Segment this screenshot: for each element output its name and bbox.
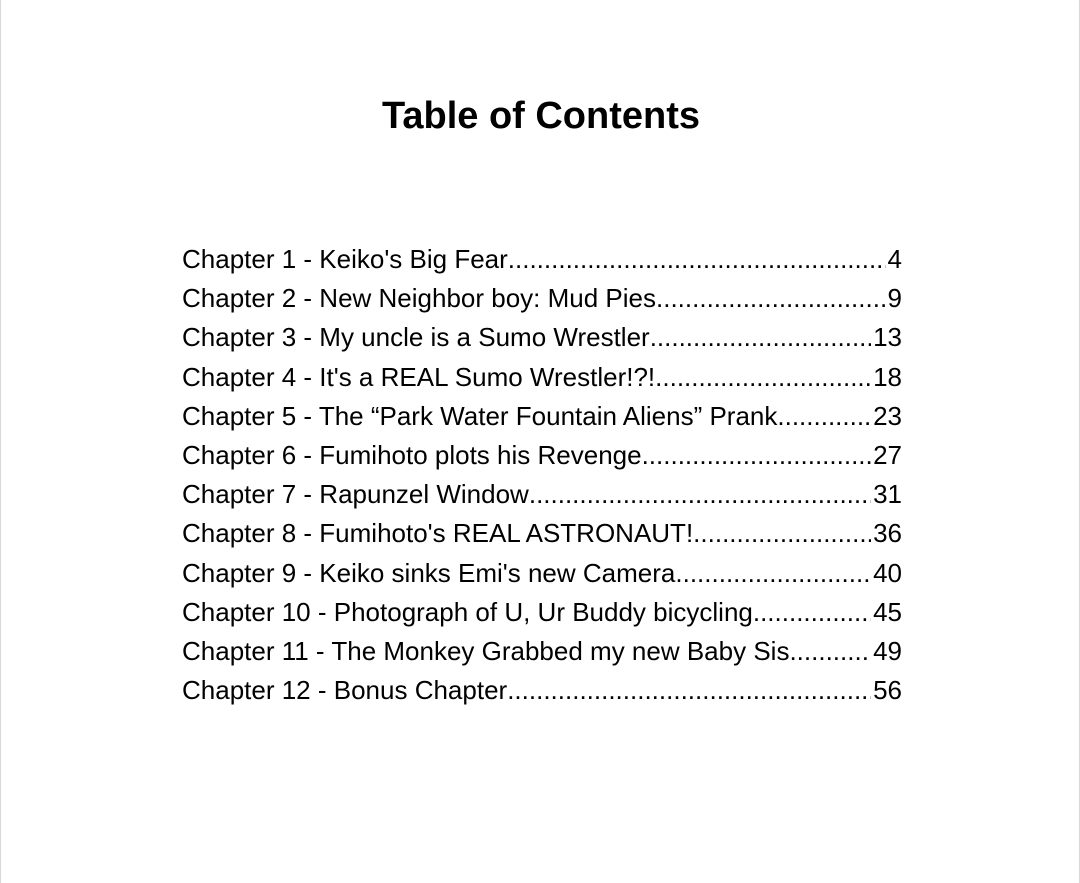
toc-dot-leader [650,318,871,357]
toc-entry [182,318,902,357]
toc-entry-title: Chapter 5 - The “Park Water Fountain Aliens” Prank [182,400,778,431]
toc-entry-title: Chapter 7 - Rapunzel Window [182,479,529,510]
toc-dot-leader [642,436,872,475]
toc-entry-page: 13 [873,322,902,353]
toc-entry [182,671,902,710]
toc-entry-page: 23 [873,400,902,431]
toc-entry-page: 4 [887,244,902,274]
toc-entry [182,436,902,475]
toc-dot-leader [693,514,871,553]
toc-dot-leader [507,671,871,710]
toc-entry [182,514,902,553]
toc-entry [182,240,902,279]
toc-entry-page: 49 [873,635,902,666]
toc-entry-title: Chapter 12 - Bonus Chapter [182,675,508,706]
toc-dot-leader [789,632,871,671]
toc-entry-page: 45 [873,596,902,627]
toc-entry [182,475,902,514]
toc-entry-page: 27 [873,439,902,470]
toc-entry-page: 31 [873,479,902,510]
toc-entry-page: 40 [873,557,902,588]
toc-entry [182,554,902,593]
toc-dot-leader [508,240,886,279]
toc-dot-leader [675,554,871,593]
table-of-contents [182,240,902,710]
toc-entry-title: Chapter 4 - It's a REAL Sumo Wrestler!?! [182,361,656,392]
toc-entry [182,593,902,632]
toc-entry-title: Chapter 6 - Fumihoto plots his Revenge [182,439,642,470]
toc-entry [182,358,902,397]
toc-dot-leader [655,358,871,397]
toc-entry-page: 9 [887,283,902,314]
toc-dot-leader [777,397,871,436]
toc-entry-title: Chapter 10 - Photograph of U, Ur Buddy bicycling [182,596,753,627]
toc-entry-title: Chapter 3 - My uncle is a Sumo Wrestler [182,322,650,353]
toc-entry-page: 36 [873,518,902,549]
toc-entry [182,632,902,671]
toc-entry-title: Chapter 9 - Keiko sinks Emi's new Camera [182,557,676,588]
toc-dot-leader [529,475,871,514]
toc-dot-leader [656,279,886,318]
toc-entry-title: Chapter 2 - New Neighbor boy: Mud Pies [182,283,657,314]
toc-entry-title: Chapter 11 - The Monkey Grabbed my new Baby Sis [182,635,790,666]
toc-entry [182,279,902,318]
toc-dot-leader [753,593,871,632]
toc-entry-page: 56 [873,675,902,706]
toc-entry-page: 18 [873,361,902,392]
toc-entry-title: Chapter 1 - Keiko's Big Fear [182,244,508,274]
toc-entry [182,397,902,436]
toc-entry-title: Chapter 8 - Fumihoto's REAL ASTRONAUT! [182,518,694,549]
page-title: Table of Contents [381,95,701,137]
